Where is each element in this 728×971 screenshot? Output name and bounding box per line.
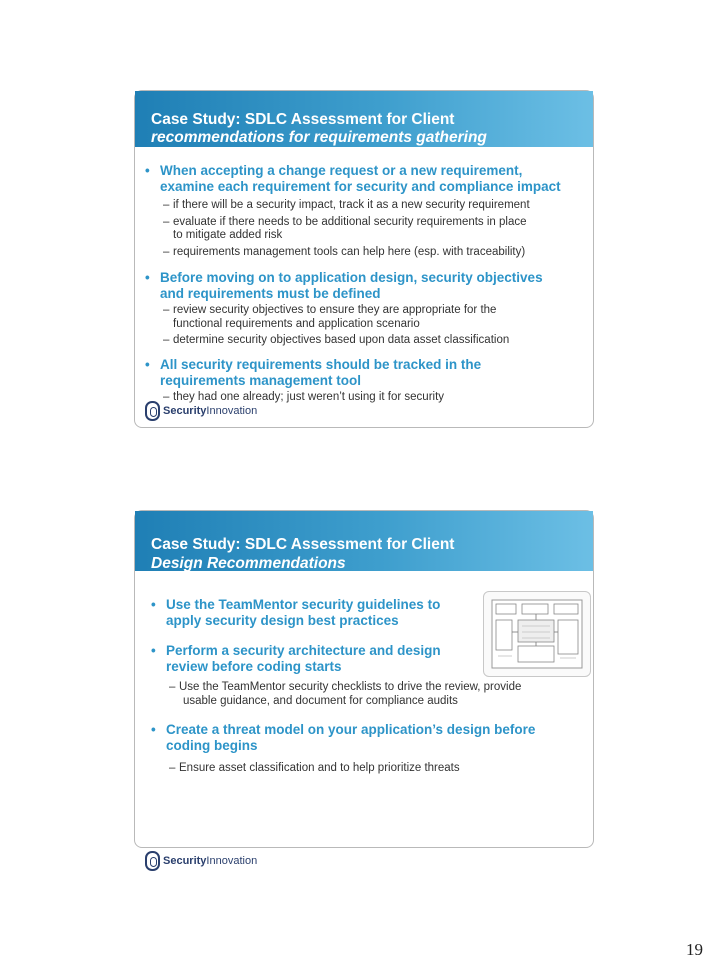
sub-bullet: – review security objectives to ensure they are appropriate for the functional requirements and application scenario <box>141 304 593 331</box>
bullet-line: Create a threat model on your application’s design before <box>166 722 536 737</box>
sub-bullet: – evaluate if there needs to be additional security requirements in place to mitigate added risk <box>141 216 593 243</box>
bullet: • All security requirements should be tracked in the requirements management tool <box>141 357 593 389</box>
sub-bullet: – Ensure asset classification and to help prioritize threats <box>147 762 593 776</box>
slide-content <box>135 597 593 776</box>
sub-bullet-line: to mitigate added risk <box>173 229 283 241</box>
slide-content <box>135 163 593 404</box>
sub-bullet-line: usable guidance, and document for compliance audits <box>183 694 458 707</box>
slide-1 <box>134 90 594 428</box>
bullet-line: coding begins <box>166 738 258 753</box>
sub-bullet-line: they had one already; just weren’t using it for security <box>173 390 445 403</box>
slide-header <box>135 511 593 571</box>
security-innovation-logo <box>145 401 257 421</box>
logo-mark-icon <box>145 851 160 871</box>
page-number: 19 <box>686 940 703 959</box>
logo-text-bold: Security <box>163 855 207 867</box>
bullet: • Create a threat model on your application’s design before coding begins <box>147 722 593 754</box>
logo-text: Innovation <box>206 405 258 417</box>
bullet: • Perform a security architecture and design review before coding starts <box>147 643 593 675</box>
logo-mark-icon <box>145 401 160 421</box>
logo-text-bold: Security <box>163 405 207 417</box>
bullet-line: Use the TeamMentor security guidelines to <box>166 597 441 612</box>
sub-bullet-line: Use the TeamMentor security checklists to drive the review, provide <box>179 681 522 693</box>
sub-bullet-line: determine security objectives based upon data asset classification <box>173 334 510 346</box>
bullet-line: Before moving on to application design, security objectives <box>160 270 543 285</box>
slide-title: Case Study: SDLC Assessment for Client <box>151 111 455 128</box>
bullet: • Before moving on to application design, security objectives and requirements must be defined <box>141 270 593 302</box>
bullet-line: examine each requirement for security and compliance impact <box>160 179 561 194</box>
sub-bullet: – requirements management tools can help here (esp. with traceability) <box>141 246 593 260</box>
sub-bullet-line: requirements management tools can help here (esp. with traceability) <box>173 245 526 258</box>
slide-subtitle: recommendations for requirements gathering <box>151 129 487 146</box>
sub-bullet: – they had one already; just weren’t using it for security <box>141 391 593 405</box>
bullet-line: and requirements must be defined <box>160 286 381 301</box>
slide-2 <box>134 510 594 867</box>
logo-text: Innovation <box>206 855 258 867</box>
slide-header <box>135 91 593 147</box>
sub-bullet: – if there will be a security impact, track it as a new security requirement <box>141 199 593 213</box>
slide-title: Case Study: SDLC Assessment for Client <box>151 536 455 553</box>
sub-bullet-line: Ensure asset classification and to help prioritize threats <box>179 762 460 774</box>
sub-bullet-line: functional requirements and application scenario <box>173 317 420 330</box>
sub-bullet-line: review security objectives to ensure they are appropriate for the <box>173 304 497 316</box>
slide-subtitle: Design Recommendations <box>151 555 346 572</box>
sub-bullet-line: if there will be a security impact, track it as a new security requirement <box>173 199 530 211</box>
bullet: • When accepting a change request or a new requirement, examine each requirement for security and compliance impact <box>141 163 593 195</box>
sub-bullet: – Use the TeamMentor security checklists to drive the review, provide usable guidance, and document for compliance audits <box>147 681 593 708</box>
bullet-line: requirements management tool <box>160 372 362 388</box>
bullet-line: apply security design best practices <box>166 613 399 628</box>
security-innovation-logo <box>145 851 257 871</box>
sub-bullet: – determine security objectives based upon data asset classification <box>141 334 593 348</box>
bullet: • Use the TeamMentor security guidelines to apply security design best practices <box>147 597 593 629</box>
sub-bullet-line: evaluate if there needs to be additional security requirements in place <box>173 215 527 228</box>
bullet-line: All security requirements should be tracked in the <box>160 356 482 372</box>
bullet-line: review before coding starts <box>166 659 342 674</box>
bullet-line: Perform a security architecture and design <box>166 643 441 658</box>
bullet-line: When accepting a change request or a new requirement, <box>160 163 523 178</box>
